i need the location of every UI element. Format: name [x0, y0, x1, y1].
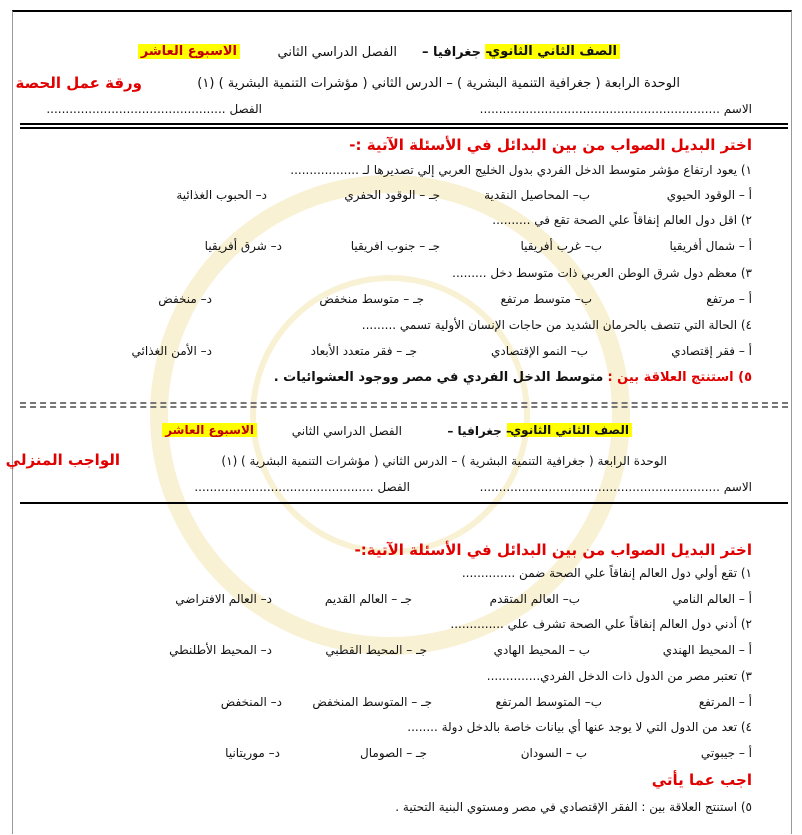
option-a[interactable]: أ – الوقود الحيوي [666, 188, 752, 202]
divider [20, 123, 788, 125]
question-text: ٣) معظم دول شرق الوطن العربي ذات متوسط دخل ......... [452, 266, 752, 280]
option-d[interactable]: د– المنخفض [220, 695, 282, 709]
cut-line [20, 406, 788, 408]
option-c[interactable]: جـ – العالم القديم [324, 592, 412, 606]
q5-text: ٥) استنتج العلاقة بين : الفقر الإقتصادي في مصر ومستوي البنية التحتية . [395, 800, 752, 814]
term-label: الفصل الدراسي الثاني [277, 45, 397, 60]
option-b[interactable]: ب – المحيط الهادي [493, 643, 590, 657]
question-text: ٢) أدني دول العالم إنفاقاً علي الصحة تشرف علي .............. [450, 617, 752, 631]
grade-label: الصف الثاني الثانوي [485, 44, 620, 59]
q5-label: ٥) استنتج العلاقة بين : [607, 370, 752, 385]
sheet-title: الواجب المنزلي [5, 451, 120, 469]
option-c[interactable]: جـ – الوقود الحفري [344, 188, 440, 202]
option-c[interactable]: جـ – فقر متعدد الأبعاد [310, 344, 417, 358]
option-d[interactable]: د– منخفض [158, 292, 212, 306]
week-label: الاسبوع العاشر [162, 423, 257, 437]
option-c[interactable]: جـ – المحيط القطبي [325, 643, 427, 657]
option-a[interactable]: أ – المحيط الهندي [662, 643, 752, 657]
option-c[interactable]: جـ – الصومال [360, 746, 427, 760]
option-a[interactable]: أ – المرتفع [698, 695, 752, 709]
question-text: ٤) تعد من الدول التي لا يوجد عنها أي بيانات خاصة بالدخل دولة ........ [407, 720, 752, 734]
name-field[interactable]: الاسم ............................................................... [479, 480, 752, 494]
option-c[interactable]: جـ – جنوب افريقيا [350, 239, 440, 253]
option-d[interactable]: د– الأمن الغذائي [131, 344, 212, 358]
sheet-title: ورقة عمل الحصة [15, 74, 142, 92]
grade-label: الصف الثاني الثانوي [507, 423, 632, 437]
ministry-watermark-inner [250, 275, 530, 555]
option-d[interactable]: د– شرق أفريقيا [204, 239, 282, 253]
unit-line: الوحدة الرابعة ( جغرافية التنمية البشرية ) – الدرس الثاني ( مؤشرات التنمية البشرية ) (١) [221, 454, 667, 468]
option-b[interactable]: ب– المتوسط المرتفع [495, 695, 602, 709]
option-c[interactable]: جـ – متوسط منخفض [319, 292, 424, 306]
cut-line [20, 402, 788, 404]
section-title: اختر البديل الصواب من بين البدائل في الأسئلة الآتية :- [349, 136, 752, 154]
divider [20, 127, 788, 129]
question-text: ١) يعود ارتفاع مؤشر متوسط الدخل الفردي بدول الخليج العربي إلي تصديرها لـ .................. [290, 163, 752, 177]
name-field[interactable]: الاسم ............................................................... [479, 102, 752, 116]
option-b[interactable]: ب– غرب أفريقيا [520, 239, 602, 253]
option-d[interactable]: د– الحبوب الغذائية [176, 188, 267, 202]
option-d[interactable]: د– المحيط الأطلنطي [169, 643, 272, 657]
divider [20, 502, 788, 504]
week-label: الاسبوع العاشر [138, 44, 240, 59]
subject-label: – جغرافيا – [421, 45, 492, 60]
subject-label: – جغرافيا – [447, 424, 512, 438]
answer-title: اجب عما يأتي [651, 771, 752, 789]
unit-line: الوحدة الرابعة ( جغرافية التنمية البشرية ) – الدرس الثاني ( مؤشرات التنمية البشرية ) (١) [197, 76, 680, 91]
q5-row [274, 370, 752, 385]
question-text: ٤) الحالة التي تتصف بالحرمان الشديد من حاجات الإنسان الأولية تسمي ......... [361, 318, 752, 332]
option-b[interactable]: ب – السودان [520, 746, 587, 760]
question-text: ٣) تعتبر مصر من الدول ذات الدخل الفردي.............. [486, 669, 752, 683]
section-title: اختر البديل الصواب من بين البدائل في الأسئلة الآتية:- [354, 541, 752, 559]
term-label: الفصل الدراسي الثاني [291, 424, 402, 438]
option-d[interactable]: د– العالم الافتراضي [175, 592, 272, 606]
question-text: ١) تقع أولي دول العالم إنفاقاً علي الصحة ضمن .............. [461, 566, 752, 580]
option-b[interactable]: ب– العالم المتقدم [489, 592, 580, 606]
class-field[interactable]: الفصل ............................................... [46, 102, 262, 116]
option-d[interactable]: د– موريتانيا [225, 746, 280, 760]
option-b[interactable]: ب– النمو الإقتصادي [490, 344, 588, 358]
option-b[interactable]: ب– المحاصيل النقدية [484, 188, 590, 202]
option-b[interactable]: ب– متوسط مرتفع [500, 292, 592, 306]
option-c[interactable]: جـ – المتوسط المنخفض [312, 695, 432, 709]
option-a[interactable]: أ – شمال أفريقيا [669, 239, 752, 253]
option-a[interactable]: أ – مرتفع [706, 292, 752, 306]
class-field[interactable]: الفصل ............................................... [194, 480, 410, 494]
q5-text: متوسط الدخل الفردي في مصر ووجود العشوائيات . [273, 370, 604, 385]
option-a[interactable]: أ – العالم النامي [672, 592, 752, 606]
option-a[interactable]: أ – فقر إقتصادي [671, 344, 752, 358]
question-text: ٢) اقل دول العالم إنفاقاً علي الصحة تقع في .......... [492, 213, 752, 227]
option-a[interactable]: أ – جيبوتي [700, 746, 752, 760]
